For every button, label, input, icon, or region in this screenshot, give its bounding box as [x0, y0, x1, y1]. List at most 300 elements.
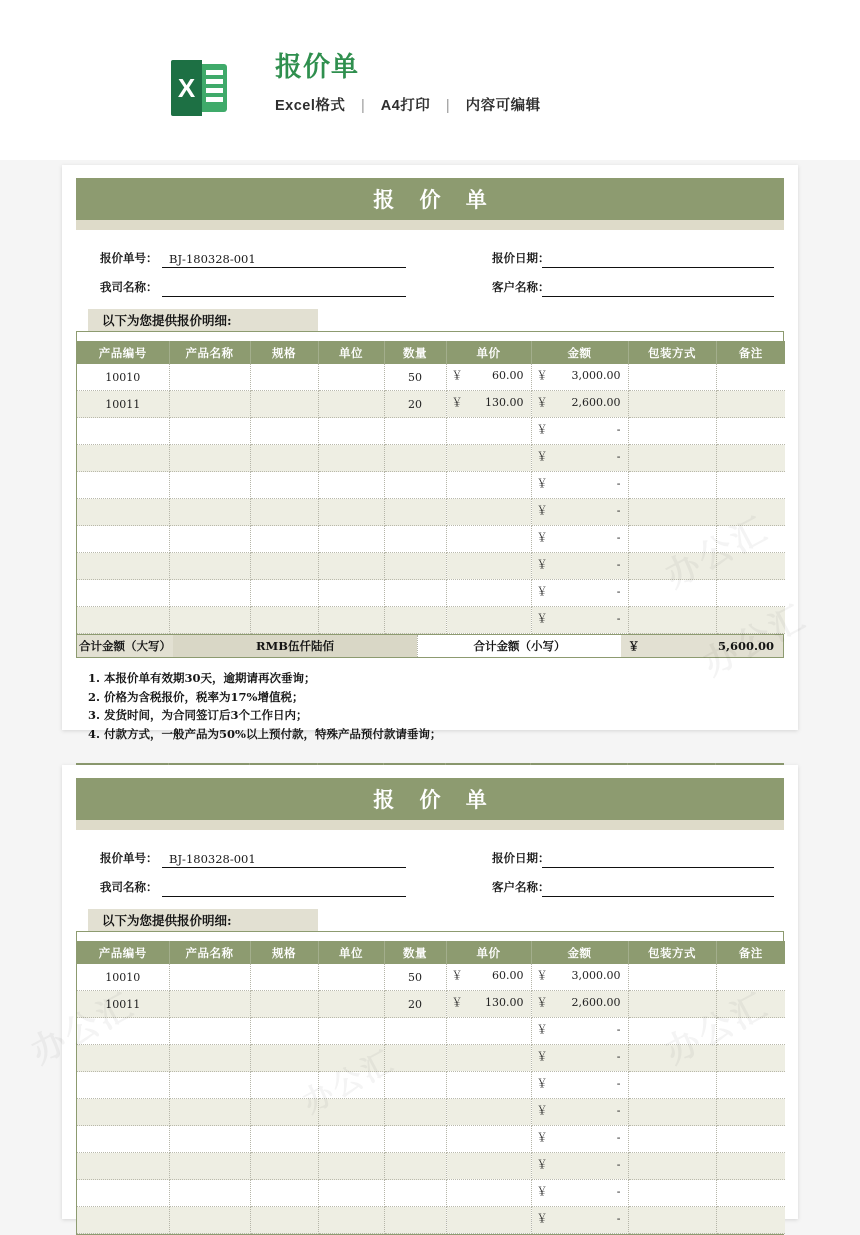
cell-unit[interactable] [318, 418, 384, 445]
cell-spec[interactable] [250, 964, 318, 991]
sheet-title-2: 报 价 单 [76, 778, 784, 820]
cell-code[interactable] [77, 499, 169, 526]
quote-no-field-1[interactable]: BJ-180328-001 [162, 251, 406, 268]
currency-symbol: ￥ [536, 396, 548, 409]
cell-name[interactable] [169, 1207, 250, 1234]
cell-pack[interactable] [628, 1126, 716, 1153]
cell-amount[interactable] [531, 1018, 628, 1045]
cell-remark[interactable] [716, 526, 785, 553]
cell-spec[interactable] [250, 1045, 318, 1072]
cell-name[interactable] [169, 526, 250, 553]
cell-value: 60.00 [492, 369, 524, 382]
cell-unit[interactable] [318, 1153, 384, 1180]
cell-value: 2,600.00 [571, 396, 621, 409]
table-row[interactable] [77, 991, 785, 1018]
cell-code[interactable]: 10011 [77, 991, 169, 1018]
currency-symbol: ￥ [451, 969, 463, 982]
cell-pack[interactable] [628, 964, 716, 991]
quote-table-2 [77, 941, 785, 1234]
cell-price[interactable] [446, 553, 531, 580]
cell-amount[interactable] [531, 553, 628, 580]
cell-value: 60.00 [492, 969, 524, 982]
cell-pack[interactable] [628, 364, 716, 391]
cell-unit[interactable] [318, 607, 384, 634]
cell-remark[interactable] [716, 1126, 785, 1153]
table-row[interactable] [77, 391, 785, 418]
cell-qty[interactable] [384, 1099, 446, 1126]
table-row[interactable] [77, 1126, 785, 1153]
cell-remark[interactable] [716, 1045, 785, 1072]
cell-qty[interactable]: 50 [384, 364, 446, 391]
cell-amount[interactable] [531, 418, 628, 445]
cell-spec[interactable] [250, 391, 318, 418]
quote-table-wrap-1 [76, 331, 784, 658]
quotation-sheet-2 [76, 778, 784, 1235]
note-item: 4. 付款方式，一般产品为50%以上预付款，特殊产品预付款请垂询； [88, 726, 442, 741]
cell-name[interactable] [169, 1072, 250, 1099]
cell-amount[interactable] [531, 580, 628, 607]
cell-price[interactable] [446, 472, 531, 499]
table-row[interactable] [77, 553, 785, 580]
cell-code[interactable] [77, 445, 169, 472]
currency-symbol: ￥ [536, 1158, 548, 1171]
column-header-0: 产品编号 [77, 941, 169, 964]
subtitle-print: A4打印 [380, 98, 431, 114]
cell-remark[interactable] [716, 364, 785, 391]
cell-unit[interactable] [318, 964, 384, 991]
cell-name[interactable] [169, 472, 250, 499]
title-strip-2 [76, 820, 784, 830]
cell-value: - [616, 531, 621, 544]
cell-amount[interactable] [531, 991, 628, 1018]
column-header-0: 产品编号 [77, 341, 169, 364]
currency-symbol: ￥ [536, 369, 548, 382]
table-row[interactable] [77, 499, 785, 526]
cell-price[interactable] [446, 499, 531, 526]
cell-name[interactable] [169, 1018, 250, 1045]
cell-spec[interactable] [250, 418, 318, 445]
cell-price[interactable] [446, 526, 531, 553]
sheet-title-1: 报 价 单 [76, 178, 784, 220]
cell-name[interactable] [169, 391, 250, 418]
subtitle-format: Excel格式 [275, 98, 346, 114]
currency-symbol: ￥ [536, 996, 548, 1009]
cell-code[interactable] [77, 553, 169, 580]
cell-pack[interactable] [628, 1207, 716, 1234]
cell-pack[interactable] [628, 1045, 716, 1072]
cell-name[interactable] [169, 364, 250, 391]
cell-pack[interactable] [628, 1153, 716, 1180]
cell-qty[interactable]: 50 [384, 964, 446, 991]
cell-code[interactable] [77, 472, 169, 499]
cell-value: - [616, 423, 621, 436]
cell-name[interactable] [169, 445, 250, 472]
cell-price[interactable] [446, 1072, 531, 1099]
cell-unit[interactable] [318, 526, 384, 553]
cell-spec[interactable] [250, 1126, 318, 1153]
column-header-7: 包装方式 [628, 941, 716, 964]
cell-unit[interactable] [318, 472, 384, 499]
cell-price[interactable] [446, 1126, 531, 1153]
cell-code[interactable]: 10010 [77, 964, 169, 991]
subtitle-editable: 内容可编辑 [465, 98, 541, 114]
quote-table-wrap-2 [76, 931, 784, 1235]
currency-symbol: ￥ [536, 1212, 548, 1225]
cell-pack[interactable] [628, 1099, 716, 1126]
cell-amount[interactable] [531, 391, 628, 418]
cell-value: - [616, 1023, 621, 1036]
cell-code[interactable] [77, 1045, 169, 1072]
cell-pack[interactable] [628, 553, 716, 580]
table-row[interactable] [77, 1099, 785, 1126]
cell-amount[interactable] [531, 1153, 628, 1180]
cell-unit[interactable] [318, 1099, 384, 1126]
cell-value: - [616, 1212, 621, 1225]
cell-pack[interactable] [628, 499, 716, 526]
table-row[interactable] [77, 418, 785, 445]
cell-price[interactable] [446, 1180, 531, 1207]
cell-unit[interactable] [318, 391, 384, 418]
table-row[interactable] [77, 1180, 785, 1207]
table-row[interactable] [77, 1153, 785, 1180]
subtitle-separator-1: | [360, 98, 366, 114]
cell-name[interactable] [169, 991, 250, 1018]
cell-value: 3,000.00 [571, 969, 621, 982]
cell-unit[interactable] [318, 499, 384, 526]
column-header-6: 金额 [531, 341, 628, 364]
cell-amount[interactable] [531, 1099, 628, 1126]
currency-symbol: ￥ [451, 396, 463, 409]
quote-date-label-2: 报价日期： [492, 851, 550, 865]
cell-amount[interactable] [531, 1045, 628, 1072]
total-upper-label-1: 合计金额（大写） [77, 635, 173, 657]
cell-pack[interactable] [628, 418, 716, 445]
cell-pack[interactable] [628, 391, 716, 418]
cell-qty[interactable] [384, 418, 446, 445]
cell-pack[interactable] [628, 1072, 716, 1099]
cell-qty[interactable] [384, 553, 446, 580]
currency-symbol: ￥ [536, 477, 548, 490]
cell-remark[interactable] [716, 553, 785, 580]
quote-date-field-2[interactable] [542, 851, 774, 868]
cell-qty[interactable]: 20 [384, 391, 446, 418]
cell-spec[interactable] [250, 1153, 318, 1180]
note-item: 1. 本报价单有效期30天，逾期请再次垂询； [88, 671, 316, 685]
cell-qty[interactable] [384, 445, 446, 472]
cell-price[interactable] [446, 991, 531, 1018]
cell-spec[interactable] [250, 580, 318, 607]
cell-price[interactable] [446, 1099, 531, 1126]
meta-fields-2 [76, 830, 784, 897]
cell-value: - [616, 504, 621, 517]
cell-pack[interactable] [628, 1018, 716, 1045]
cell-remark[interactable] [716, 391, 785, 418]
cell-amount[interactable] [531, 964, 628, 991]
title-strip-1 [76, 220, 784, 230]
table-body-1 [77, 364, 785, 634]
cell-spec[interactable] [250, 1099, 318, 1126]
total-lower-label-1: 合计金额（小写） [417, 635, 621, 657]
cell-qty[interactable] [384, 1018, 446, 1045]
customer-field-1[interactable] [542, 280, 774, 297]
currency-symbol: ￥ [451, 996, 463, 1009]
cell-spec[interactable] [250, 1180, 318, 1207]
cell-qty[interactable] [384, 1045, 446, 1072]
table-row[interactable] [77, 580, 785, 607]
cell-remark[interactable] [716, 418, 785, 445]
cell-code[interactable] [77, 1153, 169, 1180]
table-row[interactable] [77, 526, 785, 553]
cell-remark[interactable] [716, 1072, 785, 1099]
table-row[interactable] [77, 607, 785, 634]
cell-unit[interactable] [318, 1018, 384, 1045]
column-header-5: 单价 [446, 941, 531, 964]
cell-name[interactable] [169, 1126, 250, 1153]
cell-unit[interactable] [318, 1072, 384, 1099]
our-company-field-1[interactable] [162, 280, 406, 297]
detail-banner-1: 以下为您提供报价明细: [88, 309, 318, 331]
cell-remark[interactable] [716, 580, 785, 607]
cell-qty[interactable] [384, 607, 446, 634]
our-company-label-1: 我司名称： [100, 280, 158, 294]
cell-spec[interactable] [250, 1072, 318, 1099]
cell-remark[interactable] [716, 445, 785, 472]
column-header-1: 产品名称 [169, 941, 250, 964]
column-header-5: 单价 [446, 341, 531, 364]
quote-no-field-2[interactable]: BJ-180328-001 [162, 851, 406, 868]
cell-name[interactable] [169, 580, 250, 607]
cell-price[interactable] [446, 391, 531, 418]
currency-symbol: ￥ [536, 558, 548, 571]
cell-code[interactable] [77, 1018, 169, 1045]
table-row[interactable] [77, 1045, 785, 1072]
currency-symbol: ￥ [536, 1023, 548, 1036]
cell-unit[interactable] [318, 580, 384, 607]
cell-spec[interactable] [250, 553, 318, 580]
cell-pack[interactable] [628, 580, 716, 607]
quotation-sheet-1 [76, 178, 784, 785]
cell-unit[interactable] [318, 1207, 384, 1234]
cell-remark[interactable] [716, 964, 785, 991]
our-company-label-2: 我司名称： [100, 880, 158, 894]
cell-code[interactable] [77, 580, 169, 607]
cell-unit[interactable] [318, 445, 384, 472]
cell-price[interactable] [446, 1018, 531, 1045]
currency-symbol: ￥ [536, 450, 548, 463]
cell-remark[interactable] [716, 1207, 785, 1234]
cell-qty[interactable] [384, 1126, 446, 1153]
column-header-7: 包装方式 [628, 341, 716, 364]
cell-pack[interactable] [628, 526, 716, 553]
column-header-8: 备注 [716, 941, 785, 964]
cell-unit[interactable] [318, 1126, 384, 1153]
currency-symbol: ￥ [451, 369, 463, 382]
cell-code[interactable] [77, 418, 169, 445]
cell-name[interactable] [169, 1045, 250, 1072]
cell-remark[interactable] [716, 1180, 785, 1207]
table-row[interactable] [77, 1207, 785, 1234]
column-header-4: 数量 [384, 941, 446, 964]
cell-price[interactable] [446, 964, 531, 991]
cell-name[interactable] [169, 553, 250, 580]
cell-value: 2,600.00 [571, 996, 621, 1009]
cell-code[interactable] [77, 1099, 169, 1126]
brand-header [0, 0, 860, 160]
cell-remark[interactable] [716, 1018, 785, 1045]
total-currency-symbol-1: ￥ [628, 639, 640, 653]
currency-symbol: ￥ [536, 504, 548, 517]
cell-spec[interactable] [250, 1207, 318, 1234]
cell-remark[interactable] [716, 472, 785, 499]
currency-symbol: ￥ [536, 585, 548, 598]
cell-remark[interactable] [716, 1099, 785, 1126]
currency-symbol: ￥ [536, 531, 548, 544]
cell-amount[interactable] [531, 445, 628, 472]
brand-subtitle [275, 94, 541, 115]
cell-name[interactable] [169, 964, 250, 991]
cell-name[interactable] [169, 418, 250, 445]
cell-value: 130.00 [485, 996, 524, 1009]
cell-spec[interactable] [250, 1018, 318, 1045]
column-header-8: 备注 [716, 341, 785, 364]
subtitle-separator-2: | [445, 98, 451, 114]
table-row[interactable] [77, 964, 785, 991]
cell-spec[interactable] [250, 526, 318, 553]
cell-unit[interactable] [318, 991, 384, 1018]
our-company-field-2[interactable] [162, 880, 406, 897]
cell-price[interactable] [446, 364, 531, 391]
notes-list-1 [76, 669, 784, 743]
cell-price[interactable] [446, 445, 531, 472]
cell-value: - [616, 585, 621, 598]
cell-unit[interactable] [318, 1180, 384, 1207]
cell-amount[interactable] [531, 1072, 628, 1099]
cell-value: - [616, 1185, 621, 1198]
cell-value: - [616, 1077, 621, 1090]
cell-value: 130.00 [485, 396, 524, 409]
cell-price[interactable] [446, 1045, 531, 1072]
cell-name[interactable] [169, 1180, 250, 1207]
cell-name[interactable] [169, 499, 250, 526]
table-row[interactable] [77, 1072, 785, 1099]
cell-amount[interactable] [531, 1126, 628, 1153]
cell-code[interactable] [77, 1072, 169, 1099]
document-preview-page-2[interactable] [62, 765, 798, 1225]
cell-remark[interactable] [716, 1153, 785, 1180]
cell-pack[interactable] [628, 607, 716, 634]
cell-qty[interactable] [384, 1180, 446, 1207]
cell-amount[interactable] [531, 1207, 628, 1234]
total-amount-1: 5,600.00 [717, 639, 774, 653]
cell-amount[interactable] [531, 1180, 628, 1207]
cell-price[interactable] [446, 607, 531, 634]
cell-amount[interactable] [531, 472, 628, 499]
cell-spec[interactable] [250, 607, 318, 634]
column-header-3: 单位 [318, 341, 384, 364]
table-row[interactable] [77, 445, 785, 472]
column-header-1: 产品名称 [169, 341, 250, 364]
cell-name[interactable] [169, 1099, 250, 1126]
note-item: 2. 价格为含税报价，税率为17%增值税； [88, 689, 304, 704]
cell-spec[interactable] [250, 991, 318, 1018]
cell-value: - [616, 612, 621, 625]
cell-amount[interactable] [531, 526, 628, 553]
cell-spec[interactable] [250, 472, 318, 499]
cell-pack[interactable] [628, 991, 716, 1018]
cell-code[interactable]: 10010 [77, 364, 169, 391]
cell-code[interactable] [77, 1180, 169, 1207]
cell-spec[interactable] [250, 445, 318, 472]
cell-code[interactable] [77, 1126, 169, 1153]
cell-amount[interactable] [531, 499, 628, 526]
cell-code[interactable]: 10011 [77, 391, 169, 418]
cell-name[interactable] [169, 1153, 250, 1180]
quote-date-field-1[interactable] [542, 251, 774, 268]
cell-unit[interactable] [318, 1045, 384, 1072]
table-row[interactable] [77, 364, 785, 391]
cell-qty[interactable] [384, 526, 446, 553]
page-title: 报价单 [275, 52, 359, 82]
currency-symbol: ￥ [536, 1050, 548, 1063]
table-body-2 [77, 964, 785, 1234]
cell-qty[interactable] [384, 472, 446, 499]
cell-price[interactable] [446, 1207, 531, 1234]
cell-qty[interactable] [384, 1153, 446, 1180]
cell-price[interactable] [446, 1153, 531, 1180]
quote-no-label-2: 报价单号： [100, 851, 158, 865]
cell-qty[interactable] [384, 499, 446, 526]
cell-remark[interactable] [716, 991, 785, 1018]
cell-spec[interactable] [250, 499, 318, 526]
detail-banner-2: 以下为您提供报价明细: [88, 909, 318, 931]
cell-code[interactable] [77, 607, 169, 634]
cell-qty[interactable] [384, 1072, 446, 1099]
table-header-row-1 [77, 341, 785, 364]
excel-file-icon [171, 60, 227, 116]
currency-symbol: ￥ [536, 1131, 548, 1144]
cell-amount[interactable] [531, 364, 628, 391]
currency-symbol: ￥ [536, 423, 548, 436]
cell-value: - [616, 1104, 621, 1117]
cell-qty[interactable] [384, 1207, 446, 1234]
cell-value: - [616, 450, 621, 463]
cell-name[interactable] [169, 607, 250, 634]
cell-code[interactable] [77, 1207, 169, 1234]
total-row-1 [77, 634, 783, 657]
cell-price[interactable] [446, 580, 531, 607]
table-header-row-2 [77, 941, 785, 964]
cell-code[interactable] [77, 526, 169, 553]
customer-field-2[interactable] [542, 880, 774, 897]
column-header-4: 数量 [384, 341, 446, 364]
cell-unit[interactable] [318, 364, 384, 391]
cell-qty[interactable]: 20 [384, 991, 446, 1018]
customer-label-1: 客户名称： [492, 280, 550, 294]
cell-pack[interactable] [628, 1180, 716, 1207]
cell-pack[interactable] [628, 472, 716, 499]
cell-unit[interactable] [318, 553, 384, 580]
cell-price[interactable] [446, 418, 531, 445]
document-preview-page-1[interactable] [62, 165, 798, 741]
cell-amount[interactable] [531, 607, 628, 634]
cell-pack[interactable] [628, 445, 716, 472]
cell-remark[interactable] [716, 607, 785, 634]
cell-spec[interactable] [250, 364, 318, 391]
table-row[interactable] [77, 1018, 785, 1045]
cell-qty[interactable] [384, 580, 446, 607]
table-row[interactable] [77, 472, 785, 499]
cell-remark[interactable] [716, 499, 785, 526]
